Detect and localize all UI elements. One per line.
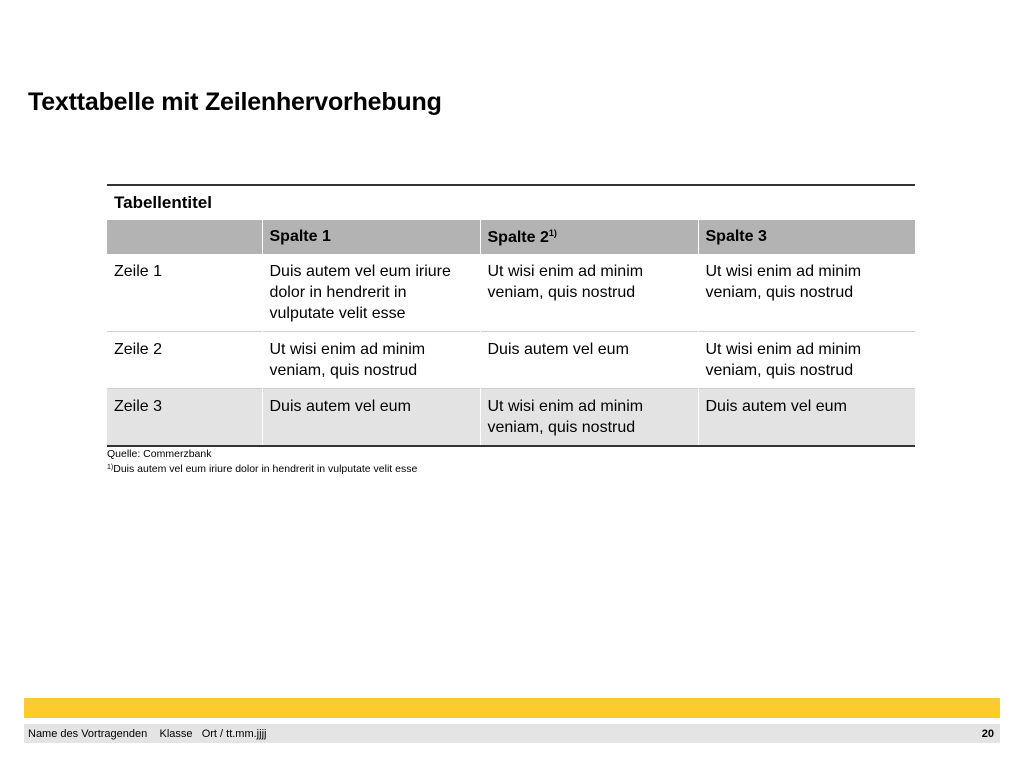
header-cell-empty xyxy=(107,220,262,254)
table-header-row xyxy=(107,220,915,254)
footer-info xyxy=(24,728,266,740)
table-row xyxy=(107,332,915,389)
accent-bar xyxy=(24,698,1000,718)
table-row-highlighted xyxy=(107,389,915,447)
header-cell-spalte-3: Spalte 3 xyxy=(698,220,915,254)
table-cell: Duis autem vel eum xyxy=(262,389,480,447)
row-label: Zeile 3 xyxy=(114,398,163,415)
table-cell: Ut wisi enim ad minim veniam, quis nostrud xyxy=(698,332,915,389)
header-cell-spalte-1: Spalte 1 xyxy=(262,220,480,254)
header-cell-label: Spalte 2 xyxy=(487,228,549,246)
footnote xyxy=(107,461,417,476)
table-cell: Ut wisi enim ad minim veniam, quis nostrud xyxy=(262,332,480,389)
table-cell: Duis autem vel eum iriure dolor in hendrerit in vulputate velit esse xyxy=(262,254,480,332)
footnote-mark: 1) xyxy=(548,227,557,238)
footer-presenter: Name des Vortragenden xyxy=(28,727,148,740)
data-table xyxy=(107,220,915,447)
table-title: Tabellentitel xyxy=(107,184,915,220)
table-cell: Ut wisi enim ad minim veniam, quis nostrud xyxy=(480,389,698,447)
table-cell: Duis autem vel eum xyxy=(480,332,698,389)
footer-class: Klasse xyxy=(159,727,193,740)
header-cell-spalte-2 xyxy=(480,220,698,254)
row-label: Zeile 1 xyxy=(114,263,163,280)
footnote-mark: 1) xyxy=(107,464,114,471)
table-cell: Ut wisi enim ad minim veniam, quis nostrud xyxy=(698,254,915,332)
row-label: Zeile 2 xyxy=(114,341,163,358)
footnote-text: Duis autem vel eum iriure dolor in hendrerit in vulputate velit esse xyxy=(113,463,418,475)
table-cell: Ut wisi enim ad minim veniam, quis nostrud xyxy=(480,254,698,332)
page-number: 20 xyxy=(981,727,994,740)
text-table xyxy=(107,184,915,447)
source-note: Quelle: Commerzbank xyxy=(107,448,212,460)
table-cell: Duis autem vel eum xyxy=(698,389,915,447)
table-row xyxy=(107,254,915,332)
slide-footer xyxy=(24,724,1000,743)
slide-title: Texttabelle mit Zeilenhervorhebung xyxy=(28,88,442,116)
table-notes xyxy=(107,447,417,476)
footer-place-date: Ort / tt.mm.jjjj xyxy=(201,727,267,740)
